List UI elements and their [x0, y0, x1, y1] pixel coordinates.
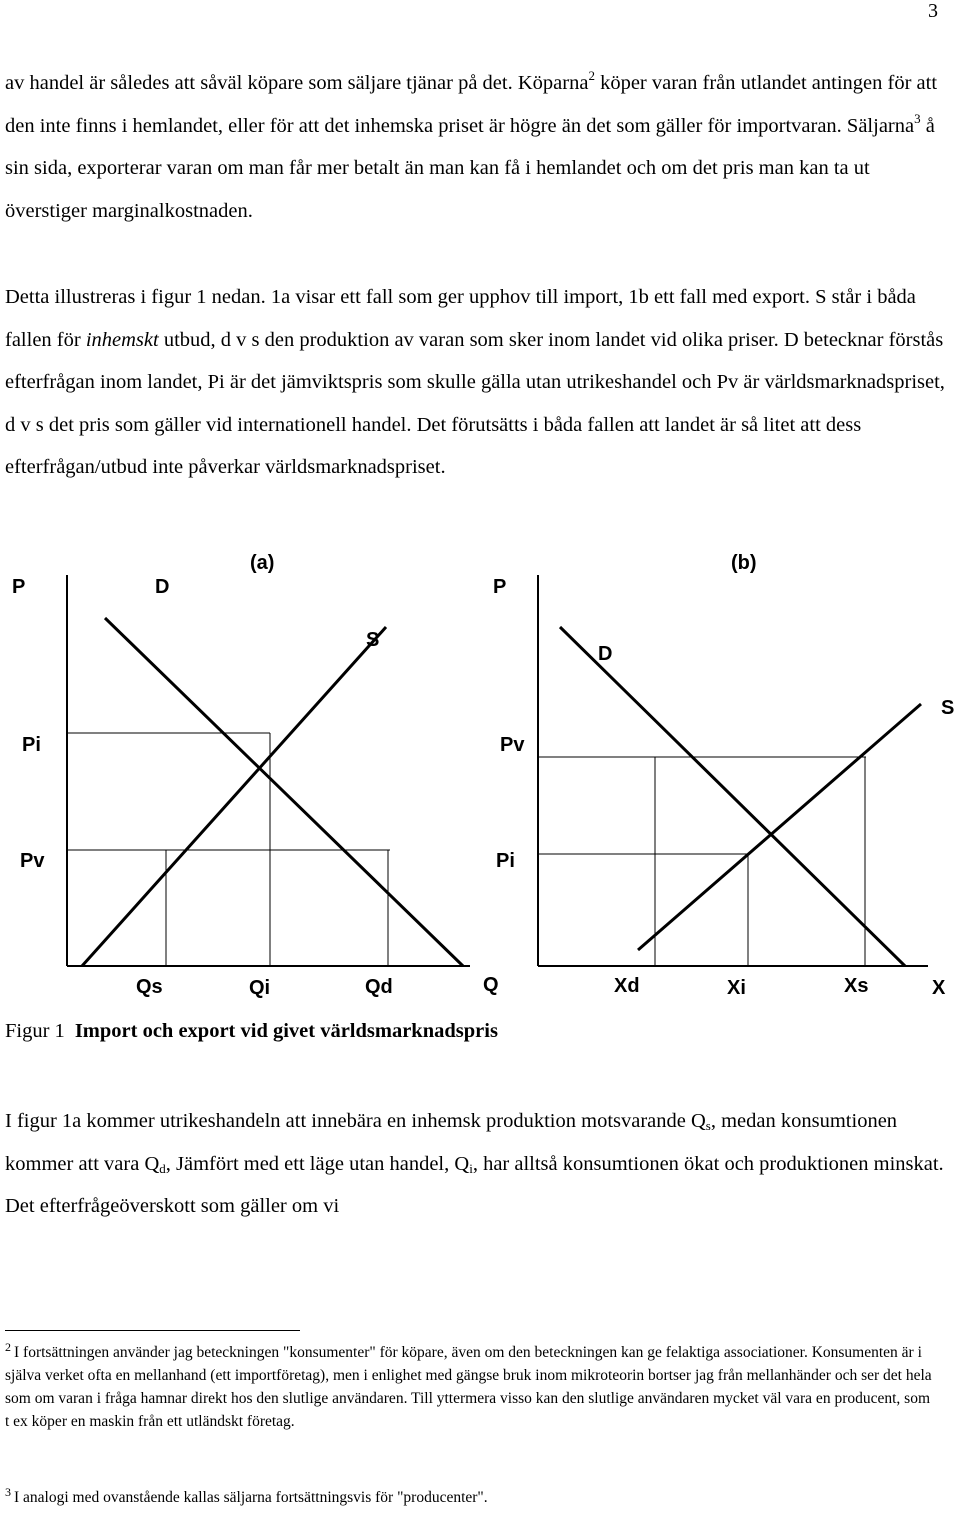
panel-b-x-axis-label: X: [932, 977, 946, 999]
panel-b-supply-curve: [638, 704, 921, 950]
body-paragraph-2: Detta illustreras i figur 1 nedan. 1a visar ett fall som ger upphov till import, 1b ett fall med export. S står i båda fallen för inhemskt utbud, d v s den produktion av varan som sker inom landet vid olika priser. D betecknar förstås efterfrågan inom landet, Pi är det jämviktspris som skulle gälla utan utrikeshandel och Pv är världsmarknadspriset, d v s det pris som gäller vid internationell handel. Det förutsätts i båda fallen att landet är så litet att dess efterfrågan/utbud inte påverkar världsmarknadspriset.: [5, 286, 945, 478]
footnote-ref-3[interactable]: 3: [914, 110, 921, 126]
panel-b-xs-label: Xs: [844, 975, 869, 997]
panel-b-pv-label: Pv: [500, 734, 525, 756]
panel-a-q-axis-label: Q: [483, 974, 499, 996]
panel-b-p-label: P: [493, 576, 507, 598]
panel-a-d-label: D: [155, 576, 170, 598]
panel-b-xd-label: Xd: [614, 975, 640, 997]
panel-a-p-label: P: [12, 576, 26, 598]
footnote-3: $^3$ I analogi med ovanstående kallas säljarna fortsättningsvis för "producenter".: [5, 1485, 488, 1506]
panel-b-demand-curve: [560, 627, 905, 966]
footnote-ref-2[interactable]: 2: [588, 68, 595, 83]
panel-b-xi-label: Xi: [727, 977, 746, 999]
figure-caption: [5, 1020, 498, 1043]
page-number: 3: [928, 0, 938, 22]
caption-label: Figur 1: [5, 1020, 65, 1042]
body-paragraph-1: av handel är således att såväl köpare som säljare tjänar på det. Köparna$^2$ köper varan från utlandet antingen för att den inte finns i hemlandet, eller för att det inhemska priset är högre än det som gäller för importvaran. Säljarna$^3$ å sin sida, exporterar varan om man får mer betalt än man kan få i hemlandet och om det pris man kan ta ut överstiger marginalkostnaden.: [5, 68, 938, 222]
panel-a-pv-label: Pv: [20, 850, 45, 872]
panel-b-d-label: D: [598, 643, 613, 665]
panel-b-s-label: S: [941, 697, 955, 719]
panel-a: [12, 552, 499, 999]
panel-b-title: (b): [731, 552, 757, 574]
figure-1-diagram: [0, 540, 960, 1010]
panel-b-pi-label: Pi: [496, 850, 515, 872]
panel-a-s-label: S: [366, 629, 380, 651]
caption-title: Import och export vid givet världsmarknadspris: [74, 1020, 498, 1042]
body-paragraph-3: I figur 1a kommer utrikeshandeln att innebära en inhemsk produktion motsvarande $Q_s$, medan konsumtionen kommer att vara $Q_d$, Jämfört med ett läge utan handel, $Q_i$, har alltså konsumtionen ökat och produktionen minskat. Det efterfrågeöverskott som gäller om vi: [5, 1110, 944, 1217]
panel-a-pi-label: Pi: [22, 734, 41, 756]
panel-b: [493, 552, 954, 999]
panel-a-title: (a): [250, 552, 275, 574]
panel-a-supply-curve: [82, 627, 386, 966]
panel-a-demand-curve: [105, 618, 463, 966]
panel-a-qs-label: Qs: [136, 976, 163, 998]
footnote-2: $^2$ I fortsättningen använder jag beteckningen "konsumenter" för köpare, även om den beteckningen kan ge felaktiga associationer. Konsumenten är i själva verket ofta en mellanhand (ett importföretag), men i enlighet med gängse bruk inom mikroteorin bortser jag från mellanhänder och ser det hela som om varan i fråga hamnar direkt hos den slutlige användaren. Till yttermera visso kan den slutlige användaren mycket väl vara en producent, som t ex köper en maskin från ett utländskt företag.: [5, 1340, 932, 1430]
footnote-divider: [5, 1330, 300, 1331]
panel-a-qd-label: Qd: [365, 976, 393, 998]
panel-a-qi-label: Qi: [249, 977, 271, 999]
